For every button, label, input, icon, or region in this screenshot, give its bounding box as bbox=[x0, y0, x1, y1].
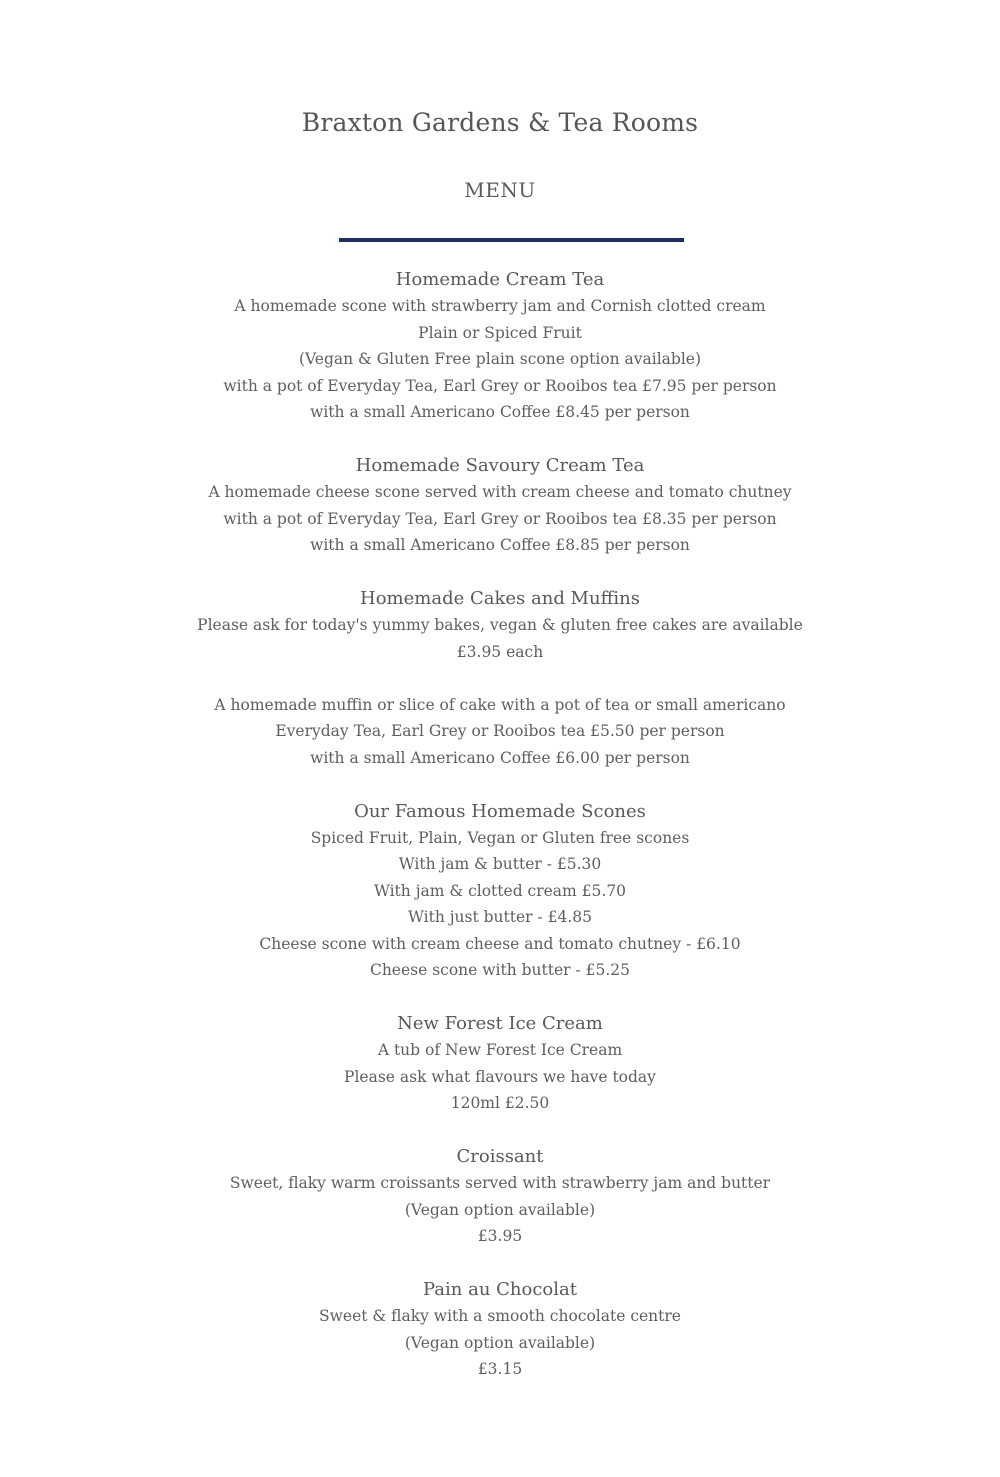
menu-list bbox=[0, 266, 1000, 1383]
menu-line: Spiced Fruit, Plain, Vegan or Gluten free scones bbox=[310, 828, 690, 847]
menu-line: Sweet & flaky with a smooth chocolate centre bbox=[319, 1307, 681, 1325]
section-heading: Croissant bbox=[456, 1146, 544, 1167]
menu-line: (Vegan option available) bbox=[404, 1333, 596, 1352]
menu-line: with a small Americano Coffee £6.00 per person bbox=[310, 748, 690, 767]
section-heading: Our Famous Homemade Scones bbox=[354, 800, 646, 822]
menu-line: Sweet, flaky warm croissants served with strawberry jam and butter bbox=[229, 1174, 771, 1192]
menu-line: with a small Americano Coffee £8.85 per person bbox=[310, 536, 690, 554]
menu-line: A homemade scone with strawberry jam and Cornish clotted cream bbox=[234, 297, 766, 315]
menu-section bbox=[0, 266, 1000, 426]
menu-line: 120ml £2.50 bbox=[450, 1094, 550, 1112]
section-heading: Homemade Savoury Cream Tea bbox=[355, 455, 645, 476]
menu-line: (Vegan & Gluten Free plain scone option available) bbox=[298, 350, 702, 368]
menu-line: with a pot of Everyday Tea, Earl Grey or Rooibos tea £7.95 per person bbox=[223, 376, 777, 395]
menu-section bbox=[0, 692, 1000, 772]
menu-line: A tub of New Forest Ice Cream bbox=[377, 1041, 623, 1059]
menu-line: With jam & clotted cream £5.70 bbox=[373, 881, 627, 900]
menu-line: Plain or Spiced Fruit bbox=[418, 323, 582, 342]
menu-section bbox=[0, 1143, 1000, 1250]
menu-section bbox=[0, 585, 1000, 665]
menu-section bbox=[0, 1010, 1000, 1117]
menu-section bbox=[0, 798, 1000, 984]
menu-line: A homemade cheese scone served with cream cheese and tomato chutney bbox=[208, 483, 792, 501]
section-heading: New Forest Ice Cream bbox=[397, 1013, 603, 1034]
menu-line: A homemade muffin or slice of cake with a pot of tea or small americano bbox=[214, 695, 786, 714]
menu-line: with a pot of Everyday Tea, Earl Grey or Rooibos tea £8.35 per person bbox=[223, 509, 777, 528]
menu-line: with a small Americano Coffee £8.45 per person bbox=[310, 403, 690, 421]
menu-line: Cheese scone with butter - £5.25 bbox=[369, 961, 631, 979]
section-heading: Homemade Cream Tea bbox=[395, 269, 605, 290]
divider-rule bbox=[339, 238, 684, 242]
menu-line: With just butter - £4.85 bbox=[407, 908, 593, 926]
menu-line: With jam & butter - £5.30 bbox=[398, 855, 602, 873]
menu-line: £3.95 bbox=[477, 1227, 523, 1245]
menu-line: Cheese scone with cream cheese and tomato chutney - £6.10 bbox=[259, 934, 741, 953]
menu-line: £3.15 bbox=[477, 1360, 523, 1378]
menu-section bbox=[0, 452, 1000, 559]
menu-line: £3.95 each bbox=[456, 642, 544, 661]
menu-line: (Vegan option available) bbox=[404, 1200, 596, 1219]
page-title: Braxton Gardens & Tea Rooms bbox=[301, 108, 699, 137]
page-subtitle: MENU bbox=[464, 178, 536, 202]
menu-line: Everyday Tea, Earl Grey or Rooibos tea £5.50 per person bbox=[275, 722, 725, 740]
section-heading: Pain au Chocolat bbox=[423, 1279, 577, 1300]
menu-section bbox=[0, 1276, 1000, 1383]
menu-line: Please ask for today's yummy bakes, vegan & gluten free cakes are available bbox=[197, 616, 803, 634]
section-heading: Homemade Cakes and Muffins bbox=[360, 588, 640, 609]
menu-line: Please ask what flavours we have today bbox=[344, 1067, 656, 1086]
